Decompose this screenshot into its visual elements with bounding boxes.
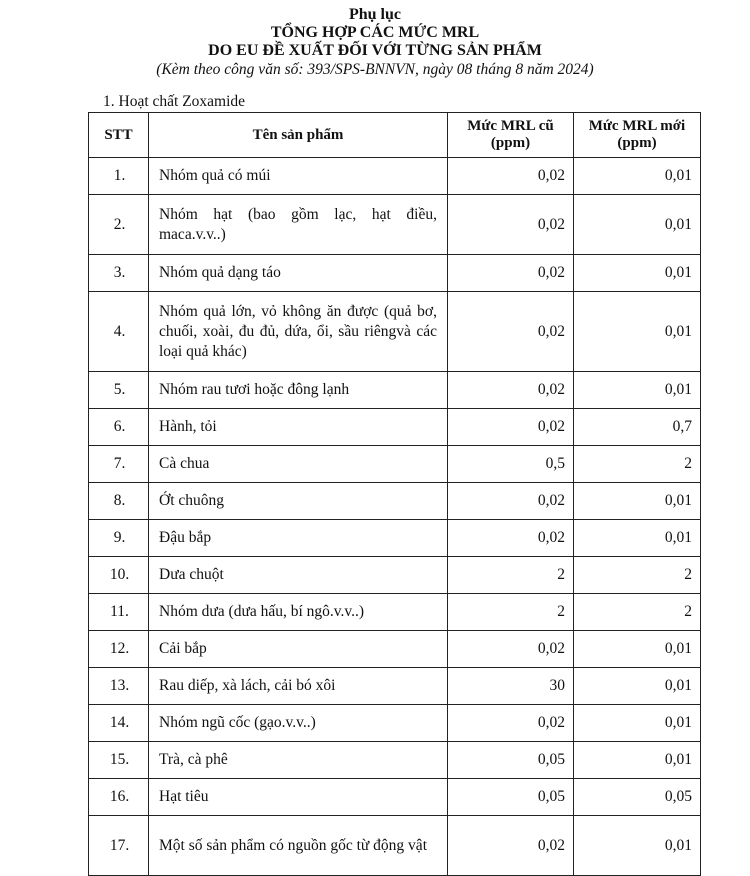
row-new-mrl: 2 (574, 446, 701, 483)
document-title-line-2: DO EU ĐỀ XUẤT ĐỐI VỚI TỪNG SẢN PHẨM (208, 42, 542, 59)
row-product-name: Hành, tỏi (149, 409, 448, 446)
table-row (89, 668, 701, 705)
appendix-label: Phụ lục (348, 6, 401, 23)
row-stt: 1. (89, 158, 149, 195)
row-stt: 9. (89, 520, 149, 557)
row-old-mrl: 0,02 (448, 705, 574, 742)
row-product-name: Nhóm quả có múi (149, 158, 448, 195)
column-header-product: Tên sản phẩm (149, 113, 448, 158)
row-stt: 12. (89, 631, 149, 668)
row-old-mrl: 0,02 (448, 483, 574, 520)
row-new-mrl: 0,7 (574, 409, 701, 446)
row-stt: 8. (89, 483, 149, 520)
row-new-mrl: 2 (574, 557, 701, 594)
row-old-mrl: 0,02 (448, 816, 574, 876)
row-product-name: Hạt tiêu (149, 779, 448, 816)
row-stt: 14. (89, 705, 149, 742)
table-row (89, 446, 701, 483)
table-row (89, 557, 701, 594)
row-old-mrl: 0,02 (448, 195, 574, 255)
row-product-name: Cải bắp (149, 631, 448, 668)
table-row (89, 255, 701, 292)
table-header-row (89, 113, 701, 158)
table-row (89, 195, 701, 255)
row-old-mrl: 0,02 (448, 409, 574, 446)
row-stt: 16. (89, 779, 149, 816)
document-title-line-1: TỔNG HỢP CÁC MỨC MRL (270, 24, 480, 41)
row-old-mrl: 2 (448, 557, 574, 594)
row-new-mrl: 0,01 (574, 816, 701, 876)
row-stt: 2. (89, 195, 149, 255)
table-row (89, 594, 701, 631)
row-old-mrl: 0,02 (448, 520, 574, 557)
row-new-mrl: 0,01 (574, 631, 701, 668)
row-product-name: Một số sản phẩm có nguồn gốc từ động vật (149, 816, 448, 876)
table-row (89, 520, 701, 557)
column-header-old-mrl: Mức MRL cũ (ppm) (448, 113, 574, 158)
row-product-name: Nhóm dưa (dưa hấu, bí ngô.v.v..) (149, 594, 448, 631)
row-new-mrl: 0,01 (574, 372, 701, 409)
row-new-mrl: 0,01 (574, 668, 701, 705)
column-header-new-mrl: Mức MRL mới (ppm) (574, 113, 701, 158)
table-row (89, 158, 701, 195)
row-old-mrl: 0,02 (448, 292, 574, 372)
row-product-name: Trà, cà phê (149, 742, 448, 779)
row-product-name: Nhóm rau tươi hoặc đông lạnh (149, 372, 448, 409)
row-stt: 6. (89, 409, 149, 446)
row-stt: 11. (89, 594, 149, 631)
row-product-name: Nhóm hạt (bao gồm lạc, hạt điều, maca.v.v..) (149, 195, 448, 255)
row-old-mrl: 0,02 (448, 372, 574, 409)
table-row (89, 631, 701, 668)
row-old-mrl: 0,05 (448, 742, 574, 779)
row-new-mrl: 0,01 (574, 742, 701, 779)
row-stt: 3. (89, 255, 149, 292)
table-row (89, 292, 701, 372)
row-new-mrl: 2 (574, 594, 701, 631)
table-row (89, 705, 701, 742)
row-new-mrl: 0,01 (574, 520, 701, 557)
row-new-mrl: 0,01 (574, 292, 701, 372)
table-row (89, 409, 701, 446)
row-product-name: Dưa chuột (149, 557, 448, 594)
table-row (89, 779, 701, 816)
section-title: 1. Hoạt chất Zoxamide (103, 93, 246, 110)
row-new-mrl: 0,05 (574, 779, 701, 816)
row-stt: 13. (89, 668, 149, 705)
row-new-mrl: 0,01 (574, 255, 701, 292)
row-product-name: Đậu bắp (149, 520, 448, 557)
table-row (89, 372, 701, 409)
row-product-name: Cà chua (149, 446, 448, 483)
row-old-mrl: 0,02 (448, 158, 574, 195)
row-old-mrl: 0,5 (448, 446, 574, 483)
table-row (89, 816, 701, 876)
row-stt: 5. (89, 372, 149, 409)
row-stt: 7. (89, 446, 149, 483)
row-product-name: Nhóm ngũ cốc (gạo.v.v..) (149, 705, 448, 742)
document-header (0, 6, 750, 80)
mrl-table (88, 112, 701, 876)
row-stt: 15. (89, 742, 149, 779)
row-new-mrl: 0,01 (574, 195, 701, 255)
row-product-name: Nhóm quả dạng táo (149, 255, 448, 292)
table-row (89, 742, 701, 779)
document-subtitle: (Kèm theo công văn số: 393/SPS-BNNVN, ngày 08 tháng 8 năm 2024) (156, 61, 594, 78)
row-old-mrl: 30 (448, 668, 574, 705)
row-stt: 10. (89, 557, 149, 594)
table-row (89, 483, 701, 520)
row-old-mrl: 0,05 (448, 779, 574, 816)
row-product-name: Ớt chuông (149, 483, 448, 520)
row-old-mrl: 0,02 (448, 255, 574, 292)
row-product-name: Nhóm quả lớn, vỏ không ăn được (quả bơ, chuối, xoài, đu đủ, dứa, ổi, sầu riêngvà các loại quả khác) (149, 292, 448, 372)
column-header-stt: STT (89, 113, 149, 158)
row-new-mrl: 0,01 (574, 483, 701, 520)
row-stt: 4. (89, 292, 149, 372)
row-old-mrl: 0,02 (448, 631, 574, 668)
row-new-mrl: 0,01 (574, 158, 701, 195)
row-new-mrl: 0,01 (574, 705, 701, 742)
row-product-name: Rau diếp, xà lách, cải bó xôi (149, 668, 448, 705)
row-old-mrl: 2 (448, 594, 574, 631)
row-stt: 17. (89, 816, 149, 876)
